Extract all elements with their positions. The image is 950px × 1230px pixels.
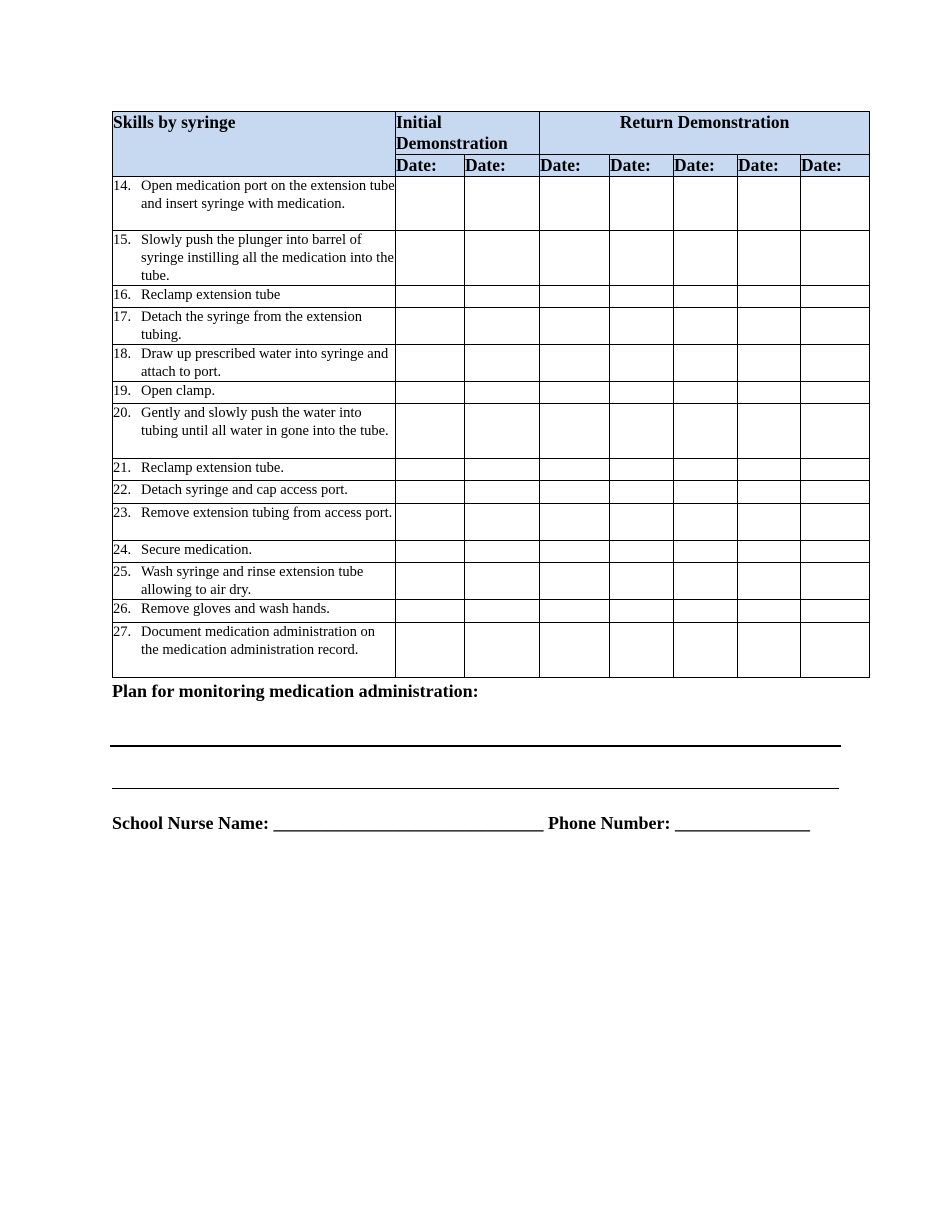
- date-entry-cell[interactable]: [610, 459, 674, 481]
- date-entry-cell[interactable]: [540, 231, 610, 286]
- date-entry-cell[interactable]: [674, 382, 738, 404]
- table-row: [113, 286, 870, 308]
- date-entry-cell[interactable]: [465, 382, 540, 404]
- skill-number: 19.: [113, 383, 132, 399]
- table-row: [113, 481, 870, 504]
- skill-number: 22.: [113, 482, 132, 498]
- school-nurse-line: School Nurse Name: ______________________________ Phone Number: _______________: [112, 813, 810, 833]
- table-body: [113, 177, 870, 678]
- date-entry-cell[interactable]: [801, 563, 870, 600]
- date-entry-cell[interactable]: [610, 308, 674, 345]
- skill-number: 25.: [113, 564, 132, 580]
- date-entry-cell[interactable]: [674, 504, 738, 541]
- date-entry-cell[interactable]: [396, 345, 465, 382]
- skill-cell: [113, 177, 396, 231]
- date-entry-cell[interactable]: [610, 504, 674, 541]
- date-entry-cell[interactable]: [738, 504, 801, 541]
- table-row: [113, 382, 870, 404]
- date-entry-cell[interactable]: [396, 308, 465, 345]
- skill-number: 18.: [113, 346, 132, 362]
- plan-heading: Plan for monitoring medication administration:: [112, 681, 479, 701]
- date-entry-cell[interactable]: [465, 459, 540, 481]
- skill-text: Secure medication.: [141, 542, 253, 558]
- skill-text: Remove extension tubing from access port.: [141, 505, 393, 521]
- date-entry-cell[interactable]: [610, 177, 674, 231]
- skill-cell: [113, 504, 396, 541]
- date-header: Date:: [396, 155, 465, 177]
- date-entry-cell[interactable]: [801, 504, 870, 541]
- date-entry-cell[interactable]: [465, 177, 540, 231]
- initial-demonstration-header: Initial Demonstration: [396, 112, 540, 155]
- date-entry-cell[interactable]: [540, 541, 610, 563]
- date-entry-cell[interactable]: [801, 286, 870, 308]
- date-entry-cell[interactable]: [396, 286, 465, 308]
- date-header: Date:: [540, 155, 610, 177]
- date-entry-cell[interactable]: [465, 600, 540, 623]
- skill-cell: [113, 382, 396, 404]
- date-entry-cell[interactable]: [738, 382, 801, 404]
- date-entry-cell[interactable]: [674, 345, 738, 382]
- date-entry-cell[interactable]: [610, 231, 674, 286]
- date-entry-cell[interactable]: [610, 286, 674, 308]
- plan-line-2[interactable]: [112, 788, 839, 789]
- date-entry-cell[interactable]: [801, 404, 870, 459]
- skill-cell: [113, 481, 396, 504]
- date-entry-cell[interactable]: [540, 481, 610, 504]
- skill-cell: [113, 231, 396, 286]
- skill-number: 21.: [113, 460, 132, 476]
- date-entry-cell[interactable]: [540, 286, 610, 308]
- date-entry-cell[interactable]: [465, 563, 540, 600]
- date-entry-cell[interactable]: [674, 563, 738, 600]
- skill-text: Draw up prescribed water into syringe and attach to port.: [141, 346, 389, 380]
- return-demonstration-header: Return Demonstration: [540, 112, 870, 155]
- date-entry-cell[interactable]: [801, 541, 870, 563]
- date-entry-cell[interactable]: [465, 541, 540, 563]
- date-entry-cell[interactable]: [801, 600, 870, 623]
- date-entry-cell[interactable]: [674, 404, 738, 459]
- date-entry-cell[interactable]: [396, 404, 465, 459]
- skill-cell: [113, 459, 396, 481]
- skill-cell: [113, 623, 396, 678]
- table-row: [113, 404, 870, 459]
- date-entry-cell[interactable]: [540, 177, 610, 231]
- skill-text: Detach the syringe from the extension tubing.: [141, 309, 363, 343]
- date-entry-cell[interactable]: [396, 600, 465, 623]
- date-entry-cell[interactable]: [610, 404, 674, 459]
- date-entry-cell[interactable]: [674, 623, 738, 678]
- date-header: Date:: [738, 155, 801, 177]
- date-entry-cell[interactable]: [738, 308, 801, 345]
- date-entry-cell[interactable]: [674, 600, 738, 623]
- date-entry-cell[interactable]: [801, 231, 870, 286]
- date-entry-cell[interactable]: [738, 623, 801, 678]
- date-entry-cell[interactable]: [738, 459, 801, 481]
- skill-number: 14.: [113, 178, 132, 194]
- date-entry-cell[interactable]: [738, 231, 801, 286]
- date-entry-cell[interactable]: [801, 481, 870, 504]
- date-entry-cell[interactable]: [396, 504, 465, 541]
- date-entry-cell[interactable]: [801, 382, 870, 404]
- table-row: [113, 308, 870, 345]
- date-entry-cell[interactable]: [738, 404, 801, 459]
- skill-text: Gently and slowly push the water into tubing until all water in gone into the tube.: [141, 405, 389, 439]
- date-entry-cell[interactable]: [610, 382, 674, 404]
- skill-cell: [113, 345, 396, 382]
- date-entry-cell[interactable]: [610, 345, 674, 382]
- skill-text: Open medication port on the extension tube and insert syringe with medication.: [141, 178, 395, 212]
- skill-text: Detach syringe and cap access port.: [141, 482, 348, 498]
- skill-text: Wash syringe and rinse extension tube allowing to air dry.: [141, 564, 364, 598]
- skill-text: Slowly push the plunger into barrel of syringe instilling all the medication into the tube.: [141, 232, 394, 284]
- date-header: Date:: [465, 155, 540, 177]
- date-entry-cell[interactable]: [674, 541, 738, 563]
- skill-number: 23.: [113, 505, 132, 521]
- date-entry-cell[interactable]: [674, 308, 738, 345]
- table-row: [113, 459, 870, 481]
- skill-number: 27.: [113, 624, 132, 640]
- date-entry-cell[interactable]: [674, 459, 738, 481]
- date-entry-cell[interactable]: [610, 600, 674, 623]
- date-entry-cell[interactable]: [738, 600, 801, 623]
- table-row: [113, 623, 870, 678]
- skill-number: 24.: [113, 542, 132, 558]
- date-entry-cell[interactable]: [465, 404, 540, 459]
- date-entry-cell[interactable]: [610, 481, 674, 504]
- date-entry-cell[interactable]: [738, 286, 801, 308]
- date-entry-cell[interactable]: [738, 541, 801, 563]
- date-entry-cell[interactable]: [801, 177, 870, 231]
- date-entry-cell[interactable]: [674, 286, 738, 308]
- skill-cell: [113, 600, 396, 623]
- skill-cell: [113, 404, 396, 459]
- date-entry-cell[interactable]: [674, 481, 738, 504]
- date-entry-cell[interactable]: [801, 345, 870, 382]
- skill-number: 20.: [113, 405, 132, 421]
- date-entry-cell[interactable]: [465, 345, 540, 382]
- date-entry-cell[interactable]: [738, 177, 801, 231]
- date-entry-cell[interactable]: [540, 382, 610, 404]
- skill-number: 15.: [113, 232, 132, 248]
- date-entry-cell[interactable]: [465, 308, 540, 345]
- date-entry-cell[interactable]: [465, 231, 540, 286]
- table-row: [113, 600, 870, 623]
- skill-cell: [113, 563, 396, 600]
- date-entry-cell[interactable]: [801, 308, 870, 345]
- date-header: Date:: [610, 155, 674, 177]
- date-entry-cell[interactable]: [540, 600, 610, 623]
- date-entry-cell[interactable]: [465, 504, 540, 541]
- date-entry-cell[interactable]: [465, 286, 540, 308]
- date-entry-cell[interactable]: [540, 404, 610, 459]
- table-row: [113, 177, 870, 231]
- date-entry-cell[interactable]: [610, 563, 674, 600]
- date-entry-cell[interactable]: [540, 459, 610, 481]
- date-entry-cell[interactable]: [396, 481, 465, 504]
- date-entry-cell[interactable]: [465, 623, 540, 678]
- table-row: [113, 231, 870, 286]
- skill-number: 16.: [113, 287, 132, 303]
- skill-text: Open clamp.: [141, 383, 216, 399]
- date-entry-cell[interactable]: [674, 177, 738, 231]
- plan-line-1[interactable]: [110, 745, 841, 747]
- table-row: [113, 345, 870, 382]
- date-entry-cell[interactable]: [540, 504, 610, 541]
- date-entry-cell[interactable]: [540, 623, 610, 678]
- date-entry-cell[interactable]: [801, 623, 870, 678]
- date-entry-cell[interactable]: [396, 563, 465, 600]
- table-row: [113, 541, 870, 563]
- skill-text: Reclamp extension tube: [141, 287, 281, 303]
- skills-header: Skills by syringe: [113, 112, 396, 177]
- date-entry-cell[interactable]: [738, 481, 801, 504]
- date-entry-cell[interactable]: [801, 459, 870, 481]
- date-entry-cell[interactable]: [396, 623, 465, 678]
- date-header: Date:: [674, 155, 738, 177]
- date-entry-cell[interactable]: [540, 308, 610, 345]
- date-entry-cell[interactable]: [738, 345, 801, 382]
- date-entry-cell[interactable]: [540, 563, 610, 600]
- skill-cell: [113, 541, 396, 563]
- date-entry-cell[interactable]: [610, 541, 674, 563]
- date-header: Date:: [801, 155, 870, 177]
- skill-text: Document medication administration on the medication administration record.: [141, 624, 375, 658]
- date-entry-cell[interactable]: [396, 459, 465, 481]
- date-entry-cell[interactable]: [396, 231, 465, 286]
- skill-number: 17.: [113, 309, 132, 325]
- skills-table: [112, 111, 870, 678]
- skill-text: Remove gloves and wash hands.: [141, 601, 330, 617]
- date-entry-cell[interactable]: [610, 623, 674, 678]
- table-row: [113, 563, 870, 600]
- date-entry-cell[interactable]: [465, 481, 540, 504]
- date-entry-cell[interactable]: [738, 563, 801, 600]
- date-entry-cell[interactable]: [396, 382, 465, 404]
- skill-cell: [113, 286, 396, 308]
- table-row: [113, 504, 870, 541]
- date-entry-cell[interactable]: [396, 541, 465, 563]
- date-entry-cell[interactable]: [674, 231, 738, 286]
- skill-cell: [113, 308, 396, 345]
- date-entry-cell[interactable]: [540, 345, 610, 382]
- skill-text: Reclamp extension tube.: [141, 460, 284, 476]
- date-entry-cell[interactable]: [396, 177, 465, 231]
- skill-number: 26.: [113, 601, 132, 617]
